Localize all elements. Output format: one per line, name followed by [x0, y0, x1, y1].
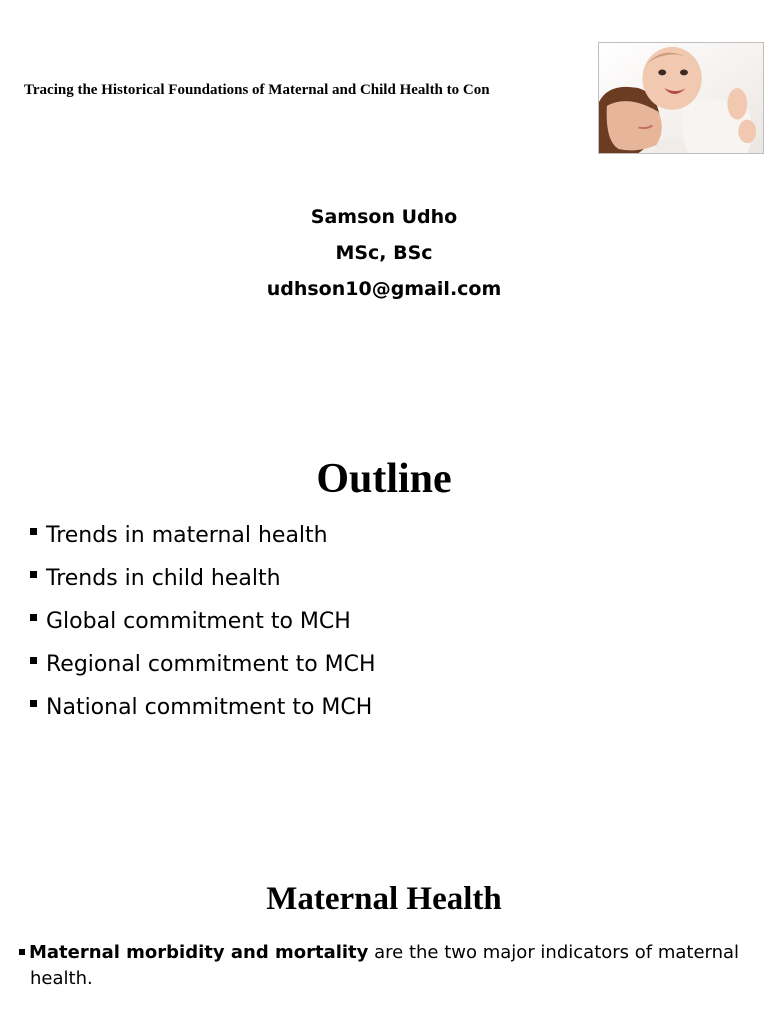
- outline-item: [30, 686, 376, 729]
- outline-item-label: Trends in child health: [46, 566, 281, 591]
- author-name: Samson Udho: [310, 206, 458, 228]
- square-bullet-icon: [30, 614, 37, 621]
- outline-list: [30, 514, 376, 729]
- outline-item: [30, 643, 376, 686]
- square-bullet-icon: [30, 700, 37, 707]
- outline-item-label: Global commitment to MCH: [46, 609, 351, 634]
- square-bullet-icon: [19, 949, 25, 955]
- author-email: udhson10@gmail.com: [266, 278, 502, 300]
- paragraph-text-wrap: health.: [30, 968, 93, 989]
- paragraph-text: are the two major indicators of maternal: [368, 942, 740, 963]
- maternal-health-paragraph: [19, 940, 759, 992]
- outline-item-label: Regional commitment to MCH: [46, 652, 376, 677]
- slide-title: Tracing the Historical Foundations of Maternal and Child Health to Con: [24, 82, 490, 98]
- outline-heading: Outline: [316, 456, 452, 502]
- square-bullet-icon: [30, 571, 37, 578]
- square-bullet-icon: [30, 657, 37, 664]
- author-block: [0, 199, 768, 307]
- outline-item: [30, 514, 376, 557]
- outline-item-label: National commitment to MCH: [46, 695, 373, 720]
- maternal-health-heading: Maternal Health: [266, 881, 502, 917]
- bold-lead-text: Maternal morbidity and mortality: [29, 942, 369, 963]
- mother-and-baby-photo: [598, 42, 764, 154]
- outline-item: [30, 600, 376, 643]
- outline-item: [30, 557, 376, 600]
- outline-item-label: Trends in maternal health: [46, 523, 328, 548]
- author-credentials: MSc, BSc: [335, 242, 433, 264]
- square-bullet-icon: [30, 528, 37, 535]
